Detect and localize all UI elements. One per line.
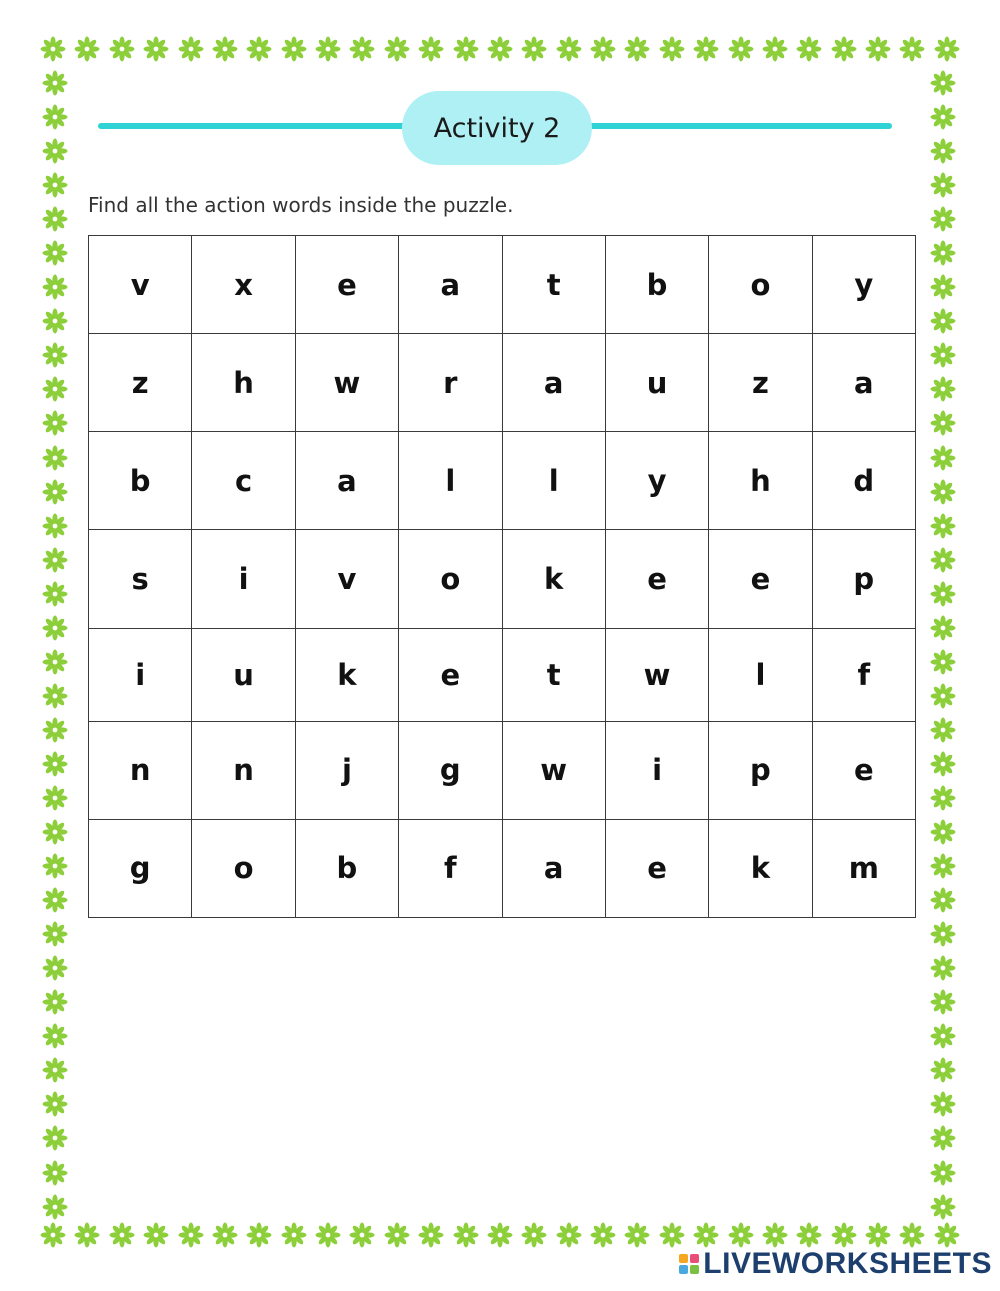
grid-row (89, 819, 916, 917)
grid-cell[interactable]: a (502, 334, 605, 432)
grid-row (89, 236, 916, 334)
flower-icon (212, 36, 238, 62)
flower-icon (930, 581, 956, 607)
flower-icon (42, 785, 68, 811)
flower-icon (930, 1057, 956, 1083)
flower-icon (212, 1222, 238, 1248)
flower-icon (109, 36, 135, 62)
flower-icon (930, 785, 956, 811)
flower-icon (930, 683, 956, 709)
grid-cell[interactable]: a (502, 819, 605, 917)
flower-icon (930, 955, 956, 981)
flower-icon (521, 1222, 547, 1248)
flower-icon (934, 36, 960, 62)
grid-cell[interactable]: e (605, 819, 708, 917)
flower-icon (930, 921, 956, 947)
flower-icon (42, 410, 68, 436)
grid-cell[interactable]: b (89, 432, 192, 530)
grid-cell[interactable]: b (605, 236, 708, 334)
flower-icon (42, 1057, 68, 1083)
grid-cell[interactable]: m (812, 819, 915, 917)
flower-icon (930, 445, 956, 471)
flower-icon (42, 751, 68, 777)
flower-icon (42, 819, 68, 845)
flower-icon (349, 1222, 375, 1248)
flower-icon (42, 342, 68, 368)
grid-cell[interactable]: w (295, 334, 398, 432)
grid-cell[interactable]: z (89, 334, 192, 432)
grid-cell[interactable]: a (295, 432, 398, 530)
flower-icon (42, 581, 68, 607)
grid-cell[interactable]: y (812, 236, 915, 334)
activity-title-text: Activity 2 (433, 112, 561, 144)
grid-cell[interactable]: s (89, 530, 192, 628)
flower-icon (453, 1222, 479, 1248)
flower-icon (930, 410, 956, 436)
grid-cell[interactable]: w (605, 628, 708, 721)
flower-icon (930, 206, 956, 232)
grid-cell[interactable]: e (605, 530, 708, 628)
grid-cell[interactable]: f (812, 628, 915, 721)
flower-icon (42, 887, 68, 913)
liveworksheets-logo-text: LIVEWORKSHEETS (703, 1247, 992, 1280)
flower-icon (930, 751, 956, 777)
instruction-text: Find all the action words inside the puzzle. (88, 193, 514, 217)
flower-icon (178, 36, 204, 62)
grid-row (89, 432, 916, 530)
flower-icon (42, 1160, 68, 1186)
flower-icon (728, 1222, 754, 1248)
flower-icon (42, 206, 68, 232)
grid-cell[interactable]: k (295, 628, 398, 721)
flower-icon (42, 683, 68, 709)
flower-icon (930, 513, 956, 539)
grid-cell[interactable]: a (812, 334, 915, 432)
flower-icon (40, 1222, 66, 1248)
flower-icon (930, 308, 956, 334)
flower-icon (42, 717, 68, 743)
grid-cell[interactable]: o (709, 236, 812, 334)
flower-icon (930, 1023, 956, 1049)
flower-icon (930, 342, 956, 368)
decorative-border-left (40, 70, 70, 1220)
flower-icon (899, 36, 925, 62)
grid-row (89, 530, 916, 628)
flower-icon (40, 36, 66, 62)
flower-icon (42, 308, 68, 334)
flower-icon (930, 240, 956, 266)
grid-cell[interactable]: n (192, 721, 295, 819)
liveworksheets-logo (679, 1247, 992, 1281)
flower-icon (453, 36, 479, 62)
flower-icon (556, 36, 582, 62)
grid-row (89, 628, 916, 721)
flower-icon (42, 921, 68, 947)
flower-icon (930, 1194, 956, 1220)
flower-icon (930, 819, 956, 845)
flower-icon (930, 138, 956, 164)
grid-cell[interactable]: r (399, 334, 502, 432)
flower-icon (315, 36, 341, 62)
grid-row (89, 721, 916, 819)
flower-icon (42, 445, 68, 471)
grid-cell[interactable]: k (709, 819, 812, 917)
flower-icon (42, 853, 68, 879)
flower-icon (930, 717, 956, 743)
flower-icon (590, 1222, 616, 1248)
flower-icon (762, 1222, 788, 1248)
grid-cell[interactable]: n (89, 721, 192, 819)
flower-icon (693, 1222, 719, 1248)
decorative-border-bottom (40, 1220, 960, 1250)
grid-row (89, 334, 916, 432)
flower-icon (42, 479, 68, 505)
grid-cell[interactable]: v (295, 530, 398, 628)
flower-icon (762, 36, 788, 62)
flower-icon (42, 649, 68, 675)
flower-icon (349, 36, 375, 62)
grid-cell[interactable]: i (605, 721, 708, 819)
flower-icon (418, 36, 444, 62)
flower-icon (42, 172, 68, 198)
flower-icon (42, 138, 68, 164)
grid-cell[interactable]: u (605, 334, 708, 432)
grid-cell[interactable]: l (399, 432, 502, 530)
flower-icon (418, 1222, 444, 1248)
word-search-grid (88, 235, 916, 918)
flower-icon (930, 649, 956, 675)
flower-icon (42, 513, 68, 539)
grid-cell[interactable]: p (709, 721, 812, 819)
flower-icon (42, 70, 68, 96)
flower-icon (178, 1222, 204, 1248)
flower-icon (930, 1091, 956, 1117)
decorative-border-right (928, 70, 958, 1220)
flower-icon (487, 36, 513, 62)
flower-icon (796, 1222, 822, 1248)
grid-cell[interactable]: g (89, 819, 192, 917)
flower-icon (930, 989, 956, 1015)
grid-cell[interactable]: g (399, 721, 502, 819)
flower-icon (659, 1222, 685, 1248)
flower-icon (556, 1222, 582, 1248)
flower-icon (42, 1091, 68, 1117)
title-line-left (98, 123, 408, 129)
flower-icon (930, 1125, 956, 1151)
grid-cell[interactable]: k (502, 530, 605, 628)
flower-icon (281, 1222, 307, 1248)
grid-cell[interactable]: o (399, 530, 502, 628)
flower-icon (693, 36, 719, 62)
grid-cell[interactable]: h (709, 432, 812, 530)
grid-cell[interactable]: i (89, 628, 192, 721)
flower-icon (143, 1222, 169, 1248)
flower-icon (865, 36, 891, 62)
flower-icon (42, 955, 68, 981)
liveworksheets-logo-icon (679, 1254, 699, 1274)
flower-icon (930, 547, 956, 573)
flower-icon (281, 36, 307, 62)
grid-cell[interactable]: w (502, 721, 605, 819)
flower-icon (74, 1222, 100, 1248)
flower-icon (930, 376, 956, 402)
grid-cell[interactable]: e (812, 721, 915, 819)
flower-icon (930, 274, 956, 300)
flower-icon (42, 1125, 68, 1151)
title-line-right (586, 123, 892, 129)
grid-cell[interactable]: c (192, 432, 295, 530)
flower-icon (930, 853, 956, 879)
flower-icon (42, 615, 68, 641)
flower-icon (590, 36, 616, 62)
grid-cell[interactable]: e (295, 236, 398, 334)
flower-icon (42, 547, 68, 573)
flower-icon (865, 1222, 891, 1248)
flower-icon (74, 36, 100, 62)
grid-cell[interactable]: i (192, 530, 295, 628)
flower-icon (42, 104, 68, 130)
grid-cell[interactable]: l (709, 628, 812, 721)
flower-icon (42, 240, 68, 266)
flower-icon (384, 36, 410, 62)
flower-icon (930, 1160, 956, 1186)
flower-icon (728, 36, 754, 62)
flower-icon (899, 1222, 925, 1248)
flower-icon (796, 36, 822, 62)
grid-cell[interactable]: d (812, 432, 915, 530)
flower-icon (42, 989, 68, 1015)
flower-icon (384, 1222, 410, 1248)
grid-cell[interactable]: b (295, 819, 398, 917)
flower-icon (930, 887, 956, 913)
flower-icon (930, 172, 956, 198)
grid-cell[interactable]: o (192, 819, 295, 917)
grid-cell[interactable]: f (399, 819, 502, 917)
activity-title (402, 91, 592, 165)
grid-cell[interactable]: l (502, 432, 605, 530)
flower-icon (487, 1222, 513, 1248)
flower-icon (831, 1222, 857, 1248)
flower-icon (246, 1222, 272, 1248)
grid-cell[interactable]: e (399, 628, 502, 721)
flower-icon (659, 36, 685, 62)
flower-icon (930, 615, 956, 641)
flower-icon (624, 1222, 650, 1248)
grid-cell[interactable]: j (295, 721, 398, 819)
grid-cell[interactable]: h (192, 334, 295, 432)
flower-icon (42, 1194, 68, 1220)
flower-icon (930, 479, 956, 505)
grid-cell[interactable]: t (502, 628, 605, 721)
grid-cell[interactable]: p (812, 530, 915, 628)
flower-icon (42, 274, 68, 300)
flower-icon (831, 36, 857, 62)
flower-icon (246, 36, 272, 62)
flower-icon (42, 1023, 68, 1049)
flower-icon (930, 70, 956, 96)
grid-cell[interactable]: e (709, 530, 812, 628)
flower-icon (624, 36, 650, 62)
flower-icon (934, 1222, 960, 1248)
flower-icon (521, 36, 547, 62)
flower-icon (143, 36, 169, 62)
grid-cell[interactable]: u (192, 628, 295, 721)
grid-cell[interactable]: t (502, 236, 605, 334)
flower-icon (315, 1222, 341, 1248)
grid-cell[interactable]: x (192, 236, 295, 334)
flower-icon (42, 376, 68, 402)
flower-icon (109, 1222, 135, 1248)
grid-cell[interactable]: y (605, 432, 708, 530)
grid-cell[interactable]: v (89, 236, 192, 334)
flower-icon (930, 104, 956, 130)
grid-cell[interactable]: a (399, 236, 502, 334)
grid-cell[interactable]: z (709, 334, 812, 432)
decorative-border-top (40, 34, 960, 64)
